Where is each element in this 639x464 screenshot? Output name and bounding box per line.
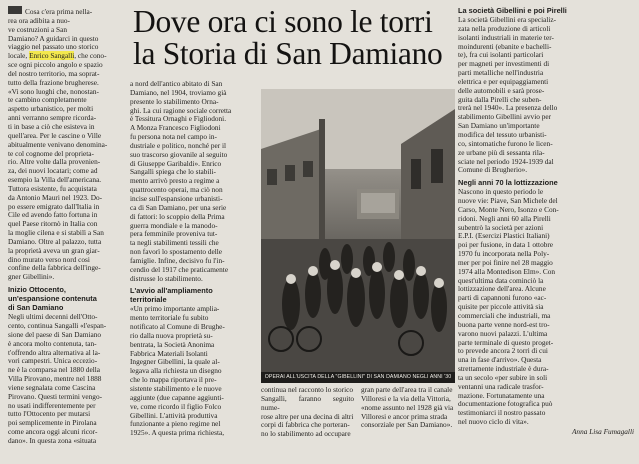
subheading-ampliamento: L'avvio all'ampliamento territoriale [130, 286, 213, 305]
factory-workers-illustration [261, 89, 455, 372]
historic-photo [261, 89, 455, 383]
author-byline: Anna Lisa Fumagalli [571, 426, 634, 436]
photo-caption: OPERAI ALL'USCITA DELLA "GIBELLINI" DI SAN DAMIANO NEGLI ANNI '30 [261, 372, 455, 383]
subheading-body-text: Negli ultimi decenni dell'Otto- cento, continua Sangalli «l'espan- sione del paese di San Damiano è ancora molto contenuta, tan- t'offrendo altra alternativa al la- vori campestri. Unica eccezio- ne è la comparsa nel 1880 della Villa Pirovano, mentre nel 1888 viene segnalata come Cascina Pirovano. Questi termini vengo- no usati indifferentemente per tutto l'Ottocento per mutarsi poi semplicemente in Pirolana come ancora oggi alcuni ricor- dano». In questa zona «situata [8, 312, 107, 445]
intro-text-continued: , che cono- sce ogni piccolo angolo e spazio del nostro territorio, ma soprat- tutto della frazione brugherese. «Vi sono luoghi che, nonostan- te cambino completamente aspetto urbanistico, per molti anni verranno sempre ricorda- ti in base a ciò che esisteva in quell'area. Per le cascine o Ville abitualmente venivano denomina- te col cognome del proprieta- rio. Altre volte dalla provenien- za, dei nuovi locatari; come ad esempio la Villa dell'americana. Tuttora esistente, fu acquistata da Antonio Mauri nel 1923. Do- po essere emigrato dall'Italia in Cile ed avendo fatto fortuna in quel Paese ritornò in Italia con la moglie cilena e si stabilì a San Damiano. Oltre al palazzo, tutta la proprietà aveva un gran giar- dino murato verso nord cosi confine della fabbrica dell'inge- gner Gibellini». [8, 51, 108, 282]
article-column-2 [130, 80, 253, 460]
sidebar-section-text: La società Gibellini era specializ- zata nella produzione di articoli isolanti industriali in materie ter- moindurenti (ebanite e bachelli- te), fra cui isolanti particolari per magneti per investimenti di parti metalliche nell'industria elettrica e per equipaggiamenti delle automobili e sarà prose- guita dalla Pirelli che suben- trerà nel 1940». La presenza dello stabilimento Gibellini avvio per San Damiano un'importante modifica del tessuto urbanisti- co, sintomatiche furono le licen- ze urbane più di sessanta rila- sciate nel periodo 1924-1939 dal Comune di Brugherio». [458, 15, 558, 175]
highlighted-name: Enrico Sangalli [29, 51, 75, 61]
column-2-text: a nord dell'antico abitato di San Damiano, nel 1904, troviamo già presente lo stabilimento Orna- ghi. La cui ragione sociale corretta è Tessitura Ornaghi e Figliodoni. A Monza Francesco Figliodoni fu persona nota nel campo in- dustriale e politico, nonché per il suo trascorso giovanile al seguito di Giuseppe Garibaldi». Enrico Sangalli spiega che lo stabili- mento arrivò presto a regime a quattrocento operai, ma ciò non incise sull'espansione urbanisti- ca di San Damiano, per una serie di fattori: lo scoppio della Prima guerra mondiale e la manodo- pera femminile proveniva tut- ta negli stabilimenti tessili che non favorì lo spostamento delle famiglie. Infine, decisivo fu l'in- cendio del 1917 che praticamente distrusse lo stabilimento. [130, 80, 232, 283]
sidebar-section-title: La società Gibellini e poi Pirelli [458, 6, 567, 15]
subheading-inizio-ottocento: Inizio Ottocento, un'espansione contenuta di San Damiano [8, 285, 97, 313]
lower-text-left: continua nel racconto lo storico Sangalli, faranno seguito nume- rose altre per una decina di altri corpi di fabbrica che porteran- no lo stabilimento ad occupare [261, 386, 354, 439]
lower-text-right: gran parte dell'area tra il canale Villoresi e la via della Vittoria, «nome assunto nel 1928 già via Villoresi e ancor prima strada consorziale per San Damiano». [361, 386, 454, 430]
article-column-6 [458, 6, 634, 459]
lottizzazione-text: Nascono in questo periodo le nuove vie: Piave, San Michele del Carso, Monte Nero, Isonzo e Con- ridoni. Negli anni 60 alla Pirelli subentrò la società per azioni E.P.I. (Esercizi Plastici Italiani) poi per fusione, in data 1 ottobre 1970 fu incorporata nella Poly- mer per poi finire nel 28 maggio 1974 alla Montedison Elm». Con quest'ultima data cominciò la lottizzazione dell'area. Alcune parti di capannoni furono «ac- quisite per piccole attività sia commerciali che industriali, ma buona parte venne nord-est tro- varono nuovi palazzi. L'ultima parte terminale di questo proget- to prevede ancora 2 torri di cui una in fase d'arrivo». Questa strettamente industriale è dura- ta un secolo «per subire in soli ventanni una radicale trasfor- mazione. Fortunatamente una documentazione fotografica può testimoniarci il nostro passato nel nuovo ciclo di vita». [458, 187, 559, 427]
subheading-lottizzazione: Negli anni 70 la lottizzazione [458, 178, 558, 188]
article-headline: Dove ora ci sono le torri la Storia di San Damiano [133, 4, 443, 71]
column-2-text-continued: «Un primo importante amplia- mento territoriale fu subito notificato al Comune di Brughe- rio dalla nuova proprietà su- bentrata, la Società Anonima Fabbrica Materiali Isolanti Ingegner Gibellini, la quale al- legava alla richiesta un disegno che lo mappa riportava il pre- sistente stabilimento e le nuove aggiunte (due capanne aggiunti- ve, come ricordo il figlio Folco Gibellini. L'attività produttiva funzionante a pieno regime nel 1925». A questa prima richiesta, [130, 304, 225, 438]
intro-marker-icon [8, 6, 22, 14]
article-column-1 [8, 6, 121, 459]
intro-text: Cosa c'era prima nella- rea ora adibita a nuo- ve costruzioni a San Damiano? A guidarci in questo viaggio nel passato uno storico locale, [8, 7, 99, 61]
